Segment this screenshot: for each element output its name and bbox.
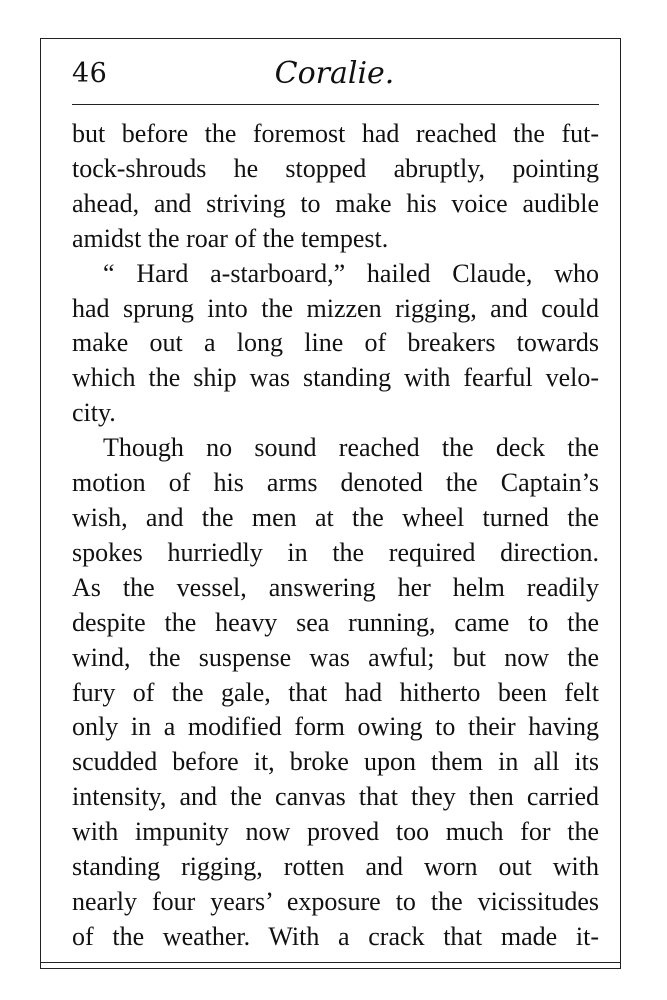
text-line: had sprung into the mizzen rigging, and could xyxy=(72,293,599,323)
text-line: spokes hurriedly in the required direction. xyxy=(72,537,599,567)
text-line: wind, the suspense was awful; but now the xyxy=(72,642,599,672)
text-line: “ Hard a-starboard,” hailed Claude, who xyxy=(103,258,599,288)
text-line: fury of the gale, that had hitherto been felt xyxy=(72,677,599,707)
text-line: Though no sound reached the deck the xyxy=(103,433,599,463)
text-line: wish, and the men at the wheel turned the xyxy=(72,502,599,532)
text-line: As the vessel, answering her helm readily xyxy=(72,572,599,602)
text-line: make out a long line of breakers towards xyxy=(72,328,599,358)
text-line: city. xyxy=(72,398,116,428)
text-line: intensity, and the canvas that they then carried xyxy=(72,782,599,812)
text-line: which the ship was standing with fearful velo- xyxy=(72,363,599,393)
text-line: tock-shrouds he stopped abruptly, pointing xyxy=(72,153,599,183)
text-line: of the weather. With a crack that made it- xyxy=(72,921,599,951)
text-line: but before the foremost had reached the fut- xyxy=(72,119,599,148)
page-header xyxy=(72,52,597,102)
header-rule xyxy=(72,104,599,105)
text-line: despite the heavy sea running, came to the xyxy=(72,607,599,637)
text-line: amidst the roar of the tempest. xyxy=(72,223,389,253)
page-number: 46 xyxy=(72,58,108,89)
text-line: scudded before it, broke upon them in all its xyxy=(72,747,599,777)
bottom-rule xyxy=(40,962,621,963)
running-title: Coralie. xyxy=(274,56,395,91)
text-line: only in a modified form owing to their having xyxy=(72,712,599,742)
body-text xyxy=(72,117,599,955)
text-line: nearly four years’ exposure to the vicissitudes xyxy=(72,886,599,916)
text-line: motion of his arms denoted the Captain’s xyxy=(72,468,599,498)
text-line: ahead, and striving to make his voice audible xyxy=(72,188,599,218)
text-line: standing rigging, rotten and worn out with xyxy=(72,852,599,882)
text-line: with impunity now proved too much for the xyxy=(72,817,599,847)
